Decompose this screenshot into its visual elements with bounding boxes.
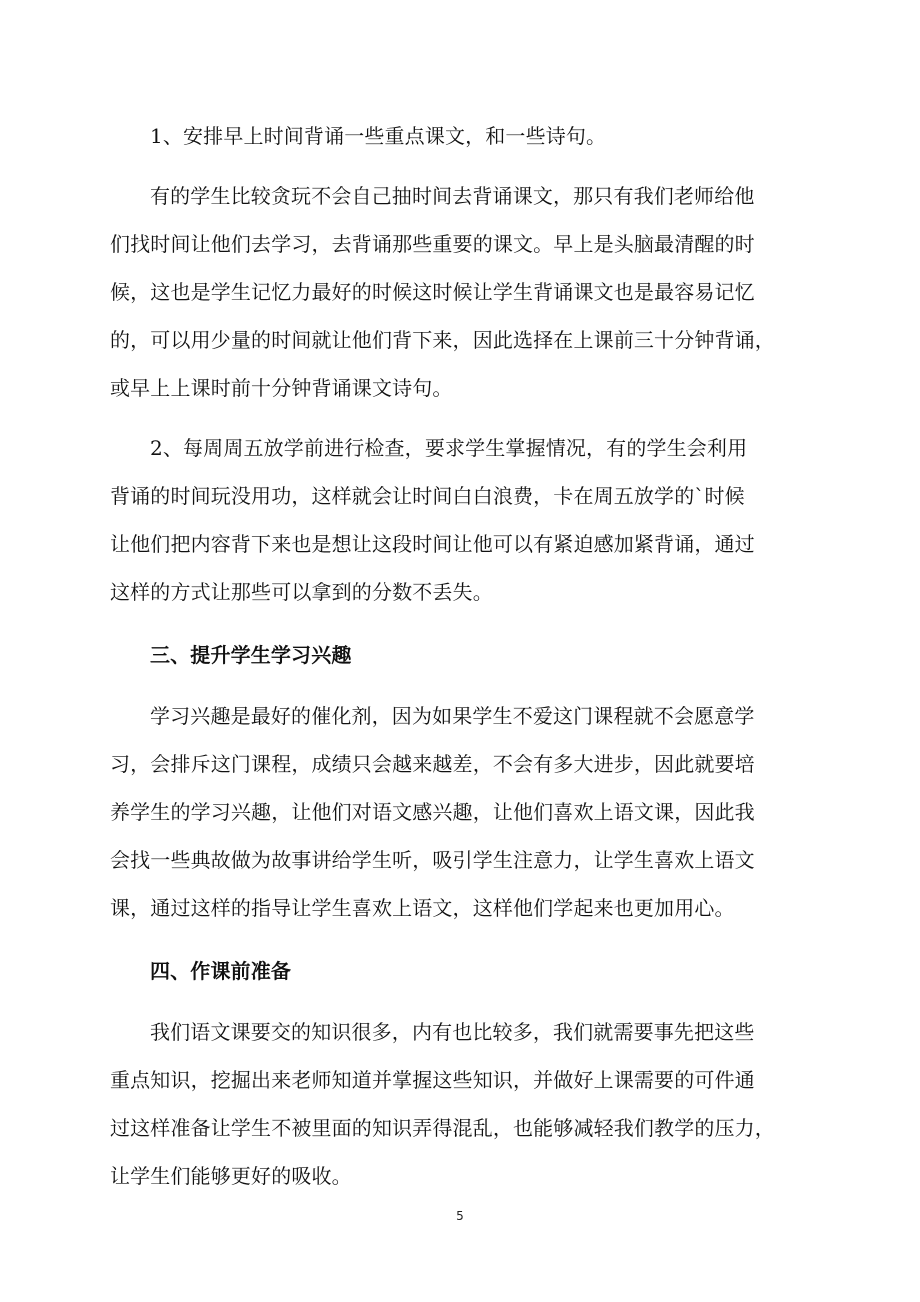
paragraph-line: 过这样准备让学生不被里面的知识弄得混乱，也能够减轻我们教学的压力， bbox=[110, 1116, 775, 1140]
page-number: 5 bbox=[456, 1209, 464, 1223]
paragraph-line: 候，这也是学生记忆力最好的时候这时候让学生背诵课文也是最容易记忆 bbox=[110, 280, 755, 304]
section-heading: 三、提升学生学习兴趣 bbox=[150, 643, 352, 667]
paragraph-line: 或早上上课时前十分钟背诵课文诗句。 bbox=[110, 376, 453, 400]
paragraph-line: 我们语文课要交的知识很多，内有也比较多，我们就需要事先把这些 bbox=[150, 1020, 755, 1044]
paragraph-line: 养学生的学习兴趣，让他们对语文感兴趣，让他们喜欢上语文课，因此我 bbox=[110, 800, 755, 824]
paragraph-line: 的，可以用少量的时间就让他们背下来，因此选择在上课前三十分钟背诵， bbox=[110, 328, 775, 352]
section-heading: 四、作课前准备 bbox=[150, 959, 292, 983]
paragraph-line: 背诵的时间玩没用功，这样就会让时间白白浪费，卡在周五放学的`时候 bbox=[110, 484, 745, 508]
paragraph-line: 重点知识，挖掘出来老师知道并掌握这些知识，并做好上课需要的可件通 bbox=[110, 1068, 755, 1092]
paragraph-line: 课，通过这样的指导让学生喜欢上语文，这样他们学起来也更加用心。 bbox=[110, 896, 735, 920]
paragraph-line: 学习兴趣是最好的催化剂，因为如果学生不爱这门课程就不会愿意学 bbox=[150, 704, 755, 728]
paragraph-line: 2、每周周五放学前进行检查，要求学生掌握情况，有的学生会利用 bbox=[150, 436, 748, 460]
paragraph-line: 会找一些典故做为故事讲给学生听，吸引学生注意力，让学生喜欢上语文 bbox=[110, 848, 755, 872]
paragraph-line: 习，会排斥这门课程，成绩只会越来越差，不会有多大进步，因此就要培 bbox=[110, 752, 755, 776]
paragraph-line: 这样的方式让那些可以拿到的分数不丢失。 bbox=[110, 580, 493, 604]
paragraph-line: 让学生们能够更好的吸收。 bbox=[110, 1164, 352, 1188]
paragraph-line: 让他们把内容背下来也是想让这段时间让他可以有紧迫感加紧背诵，通过 bbox=[110, 532, 755, 556]
paragraph-line: 有的学生比较贪玩不会自己抽时间去背诵课文，那只有我们老师给他 bbox=[150, 184, 755, 208]
paragraph-line: 1、安排早上时间背诵一些重点课文，和一些诗句。 bbox=[150, 124, 607, 148]
paragraph-line: 们找时间让他们去学习，去背诵那些重要的课文。早上是头脑最清醒的时 bbox=[110, 232, 755, 256]
